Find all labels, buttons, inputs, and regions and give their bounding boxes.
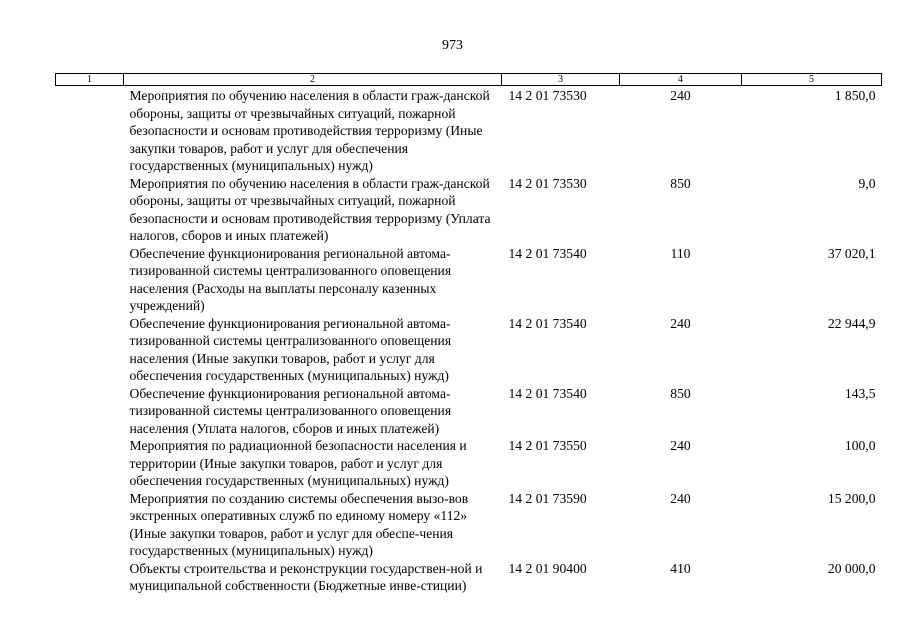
cell-name: Мероприятия по обучению населения в области граж-данской обороны, защиты от чрезвычайных ситуаций, пожарной безопасности и основам противодействия терроризму (Уплата налогов, сборов и иных платежей): [129, 175, 491, 243]
table-row: [56, 245, 882, 315]
table-row: [56, 315, 882, 385]
cell-blank: [56, 175, 124, 245]
cell-name: Мероприятия по созданию системы обеспечения вызо-вов экстренных оперативных служб по единому номеру «112» (Иные закупки товаров, работ и услуг для обеспе-чения государственных (муниципальных) нужд): [129, 490, 469, 558]
cell-kind: 850: [670, 175, 691, 191]
cell-blank: [56, 437, 124, 490]
page-number: 973: [442, 38, 463, 53]
cell-amount: 143,5: [844, 385, 876, 401]
cell-name: Мероприятия по радиационной безопасности населения и территории (Иные закупки товаров, работ и услуг для обеспечения государственных (муниципальных) нужд): [129, 438, 467, 488]
cell-kind: 240: [670, 490, 691, 506]
cell-code: 14 2 01 73530: [508, 88, 587, 103]
table-row: [56, 175, 882, 245]
cell-blank: [56, 385, 124, 438]
header-row: [56, 74, 882, 86]
cell-code: 14 2 01 73550: [508, 438, 587, 453]
cell-kind: 110: [670, 245, 691, 261]
cell-amount: 9,0: [858, 175, 876, 191]
cell-kind: 850: [670, 385, 691, 401]
cell-amount: 100,0: [844, 438, 876, 453]
cell-code: 14 2 01 73540: [508, 385, 587, 401]
cell-name: Мероприятия по обучению населения в области граж-данской обороны, защиты от чрезвычайных ситуаций, пожарной безопасности и основам противодействия терроризму (Иные закупки товаров, работ и услуг для обеспечения государственных (муниципальных) нужд): [129, 88, 490, 173]
header-col-2: 2: [124, 74, 502, 86]
header-col-4: 4: [620, 74, 742, 86]
table-row: [56, 385, 882, 438]
header-col-3: 3: [502, 74, 620, 86]
cell-amount: 15 200,0: [827, 490, 876, 506]
table-row: [56, 86, 882, 175]
cell-blank: [56, 245, 124, 315]
cell-code: 14 2 01 73540: [508, 315, 587, 331]
cell-amount: 20 000,0: [827, 560, 876, 576]
cell-code: 14 2 01 73590: [508, 490, 587, 506]
header-col-5: 5: [742, 74, 882, 86]
table-row: [56, 437, 882, 490]
table-header: [56, 74, 882, 86]
cell-name: Обеспечение функционирования региональной автома-тизированной системы централизованного оповещения населения (Иные закупки товаров, работ и услуг для обеспечения государственных (муниципальных) нужд): [129, 315, 452, 383]
budget-table: [55, 73, 882, 595]
cell-amount: 1 850,0: [834, 88, 876, 103]
cell-name: Обеспечение функционирования региональной автома-тизированной системы централизованного оповещения населения (Расходы на выплаты персоналу казенных учреждений): [129, 245, 452, 313]
cell-amount: 22 944,9: [827, 315, 876, 331]
table-body: [56, 86, 882, 595]
cell-blank: [56, 315, 124, 385]
cell-kind: 240: [670, 315, 691, 331]
table-row: [56, 560, 882, 595]
cell-blank: [56, 86, 124, 175]
cell-code: 14 2 01 73540: [508, 245, 587, 261]
cell-kind: 240: [670, 438, 691, 453]
cell-blank: [56, 560, 124, 595]
cell-name: Обеспечение функционирования региональной автома-тизированной системы централизованного оповещения населения (Уплата налогов, сборов и иных платежей): [129, 385, 452, 436]
cell-code: 14 2 01 73530: [508, 175, 587, 191]
cell-kind: 240: [670, 88, 691, 103]
cell-blank: [56, 490, 124, 560]
cell-kind: 410: [670, 560, 691, 576]
cell-amount: 37 020,1: [827, 245, 876, 261]
table-row: [56, 490, 882, 560]
cell-name: Объекты строительства и реконструкции государствен-ной и муниципальной собственности (Бюджетные инве-стиции): [129, 560, 483, 593]
header-col-1: 1: [56, 74, 124, 86]
cell-code: 14 2 01 90400: [508, 560, 587, 576]
